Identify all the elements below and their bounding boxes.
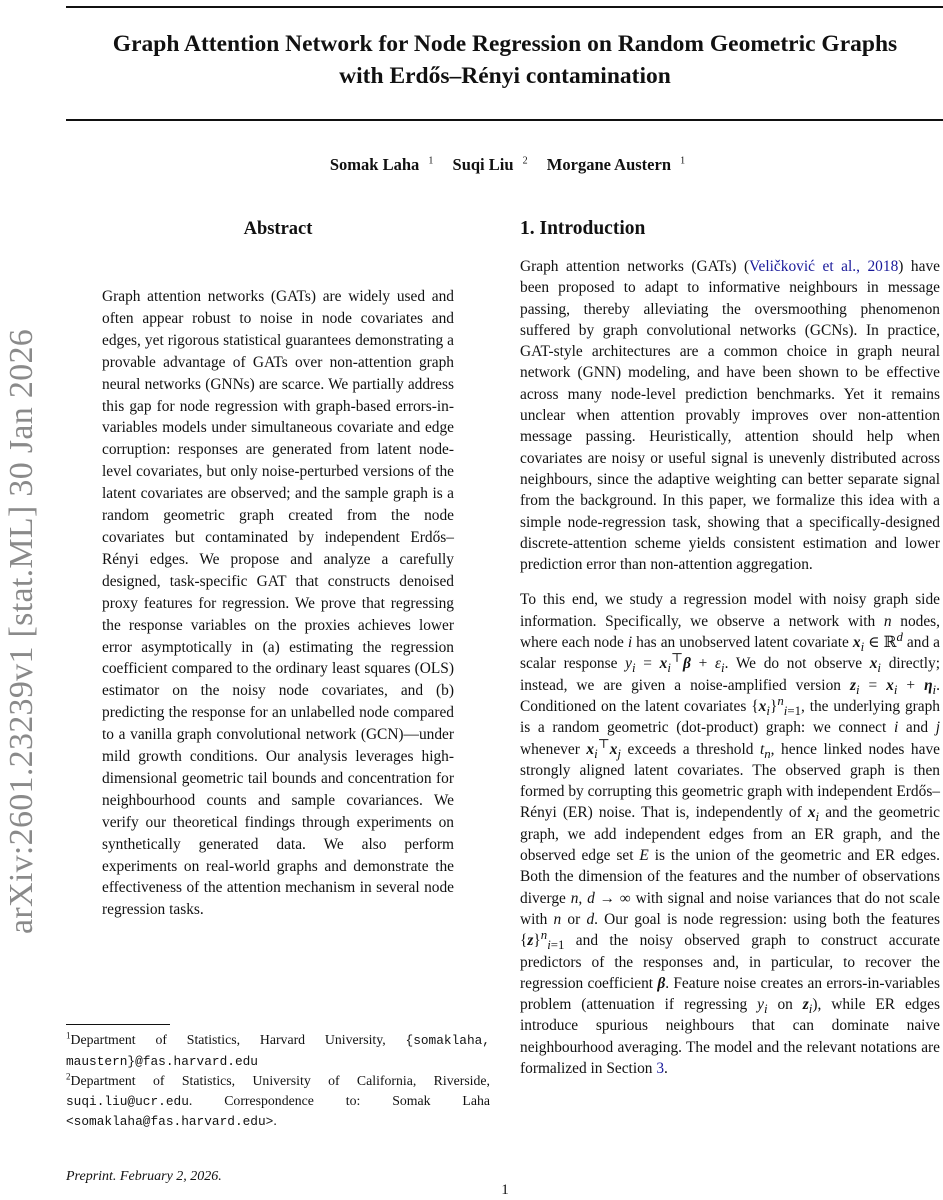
affiliation-mark: 1 [680,155,686,167]
math-zi: $z_i$ [802,996,813,1017]
math-n: n [553,910,562,928]
affiliation-text: Department of Statistics, University of California, Riverside, [70,1073,490,1088]
text-run: on [767,996,803,1014]
paper-title [66,28,943,92]
text-run: and the geometric graph, we add independent edges from an ER graph, and the observed edge set [520,804,940,865]
math-i: i [627,634,633,652]
text-run: To this end, we study a regression model with noisy graph side information. Specifically, we observe a network with [520,591,940,630]
math-yi: $y_i$ [757,996,768,1017]
top-rule [66,6,943,8]
text-run: Graph attention networks (GATs) ( [520,258,750,275]
arxiv-identifier-sidebar: arXiv:2601.23239v1 [stat.ML] 30 Jan 2026 [3,328,40,934]
author-name: Suqi Liu [452,155,514,174]
introduction-paragraph-2 [520,589,940,1079]
text-run: ), while ER edges introduce spurious neighbours that can dominate naive neighbourhood averaging. The model and the relevant notations are formalized in Section [520,996,940,1077]
math-xi-in-rd: $x_i$ ∈ ℝ$^d$ [852,629,903,655]
affiliation-mark: 2 [522,155,528,167]
text-run: or [561,910,587,928]
introduction-section [520,214,940,1079]
correspondence-text: . Correspondence to: Somak Laha [188,1092,490,1108]
text-run: has an unobserved latent covariate [632,634,853,652]
author [542,155,685,174]
text-run: is the union of the geometric and ER edges. Both the dimension of the features and the number of observations diverge [520,847,940,907]
footnote-mark: 2 [66,1071,71,1082]
text-run: , hence linked nodes have strongly aligned latent covariates. The observed graph is then formed by corrupting this geometric graph with independent Erdős–Rényi (ER) noise. That is, independently of [520,740,940,822]
math-d: d [586,910,595,928]
title-bottom-rule [66,119,943,121]
author [448,155,528,174]
text-run: whenever [520,740,587,758]
math-regression-model: $y_i = x_i^⊤\beta + \varepsilon_i$ [625,651,725,676]
abstract-body: Graph attention networks (GATs) are widely used and often appear robust to noise in node covariates and edges, yet rigorous statistical guarantees demonstrating a provable advantage of GATs over non-attention graph neural networks (GNNs) are scarce. We partially address this gap for node regression with graph-based errors-in-variables models under simultaneous covariate and edge corruption: responses are generated from latent node-level covariates, but only noise-perturbed versions of the latent covariates are observed; and the sample graph is a random geometric graph created from the node covariates but contaminated by independent Erdős–Rényi edges. We propose and analyze a carefully designed, task-specific GAT that constructs denoised proxy features for regression. We prove that regressing the response variables on the proxies achieves lower error asymptotically in (a) estimating the regression coefficient compared to the ordinary least squares (OLS) estimator on the noisy node covariates, and (b) predicting the response for an unlabelled node compared to a vanilla graph convolutional network (GCN)—under mild growth conditions. Our analysis leverages high-dimensional geometric tail bounds and concentration for neighbourhood counts and sample covariances. We verify our theoretical findings through experiments on synthetically generated data. We also perform experiments on real-world graphs and demonstrate the effectiveness of the attention mechanism in several node regression tasks. [102,288,454,919]
title-line-2: with Erdős–Rényi contamination [339,63,671,89]
text-run: . Our goal is node regression: using both the features [594,910,940,928]
text-run: and [898,719,936,737]
text-run: . Feature noise creates an errors-in-variables problem (attenuation if regressing [520,974,940,1014]
abstract-section [102,214,454,921]
abstract-heading: Abstract [243,219,313,239]
author-name: Morgane Austern [546,155,671,174]
footnote-mark: 1 [66,1030,71,1041]
author-name: Somak Laha [329,155,420,174]
introduction-paragraph-1 [520,256,940,575]
author-list [66,155,943,175]
text-run: , the underlying graph is a random geometric (dot-product) graph: we connect [520,697,940,737]
text-run: . Conditioned on the latent covariates [520,676,940,715]
math-inner-product: $x_i^⊤x_j$ [586,736,621,761]
math-threshold: $t_n$ [759,740,771,761]
math-divergence: n, d → ∞ [570,889,631,907]
citation-link[interactable]: Veličković et al., 2018 [749,258,899,275]
text-run: and the noisy observed graph to construct accurate predictors of the responses and, in particular, to recover the regression coefficient [520,932,940,992]
page-number: 1 [501,1182,509,1198]
text-run: . We do not observe [724,655,870,673]
math-beta: β [657,974,666,992]
math-xi: $x_i$ [807,804,820,825]
math-feature-set: $\{z\}^n_{i=1}$ [520,928,565,953]
preprint-date: Preprint. February 2, 2026. [66,1169,222,1184]
author-emails: {somaklaha, maustern}@fas.harvard.edu [66,1033,490,1069]
text-run: nodes, where each node [520,612,941,652]
section-reference-link[interactable]: 3 [656,1059,665,1077]
title-line-1: Graph Attention Network for Node Regression on Random Geometric Graphs [112,31,898,57]
footnote-end: . [273,1113,277,1128]
footnote-1 [66,1030,490,1071]
math-edge-set: E [639,847,649,865]
text-run: with signal and noise variances that do not scale with [520,889,940,928]
math-i: i [893,719,899,737]
math-n: n [883,612,892,630]
author-email: suqi.liu@ucr.edu [66,1093,189,1109]
correspondence-email: <somaklaha@fas.harvard.edu> [66,1114,274,1129]
math-covariate-set: $\{x_i\}^n_{i=1}$ [751,693,801,719]
footnotes [66,1024,490,1132]
affiliation-text: Department of Statistics, Harvard University, [70,1032,386,1047]
text-run: ) have been proposed to adapt to informative neighbours in message passing, thereby alleviating the oversmoothing phenomenon suffered by graph convolutional networks (GCNs). In practice, GAT-style architectures are a common choice in graph neural network (GNN) modeling, and have been shown to be effective across many node-level prediction benchmarks. Yet it remains unclear when attention provably improves over non-attention message passing. Heuristically, attention should help when covariates are noisy or useful signal is unevenly distributed across neighbours, since the adaptive weighting can better separate signal from the background. In this paper, we formalize this idea with a simple node-regression task, showing that a specifically-designed discrete-attention scheme yields consistent estimation and lower prediction error than non-attention aggregation. [520,258,940,574]
footnote-2 [66,1071,490,1132]
introduction-heading: 1. Introduction [520,218,646,239]
affiliation-mark: 1 [428,155,434,167]
math-xi: $x_i$ [869,655,881,676]
text-run: directly; instead, we are given a noise-amplified version [520,655,940,694]
footnote-rule [66,1024,170,1025]
math-noise-model: $z_i = x_i + \eta_i$ [849,676,937,697]
text-run: and a scalar response [520,634,941,673]
author [325,155,434,174]
math-j: j [935,719,940,737]
text-run: exceeds a threshold [621,740,760,758]
text-run: . [664,1059,668,1077]
